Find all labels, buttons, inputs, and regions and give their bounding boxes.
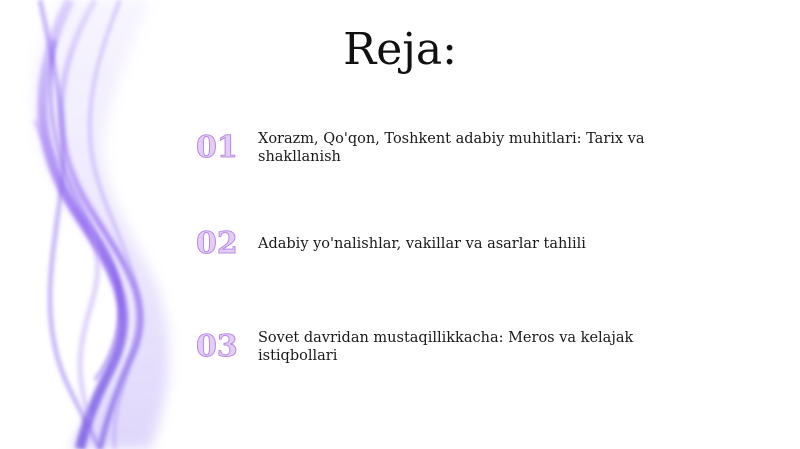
agenda-item-number: 01 [196, 130, 238, 165]
agenda-item [196, 226, 756, 262]
agenda-item-number: 03 [196, 329, 238, 364]
agenda-item [196, 130, 756, 166]
agenda-item-text: Sovet davridan mustaqillikkacha: Meros va kelajak istiqbollari [258, 330, 634, 364]
slide-title: Reja: [343, 24, 457, 75]
agenda-item-text: Adabiy yo'nalishlar, vakillar va asarlar tahlili [258, 236, 586, 252]
smoke-ribbon-decoration [0, 0, 200, 449]
agenda-item [196, 329, 756, 365]
agenda-item-text: Xorazm, Qo'qon, Toshkent adabiy muhitlari: Tarix va shakllanish [258, 131, 645, 165]
agenda-item-number: 02 [196, 226, 238, 261]
